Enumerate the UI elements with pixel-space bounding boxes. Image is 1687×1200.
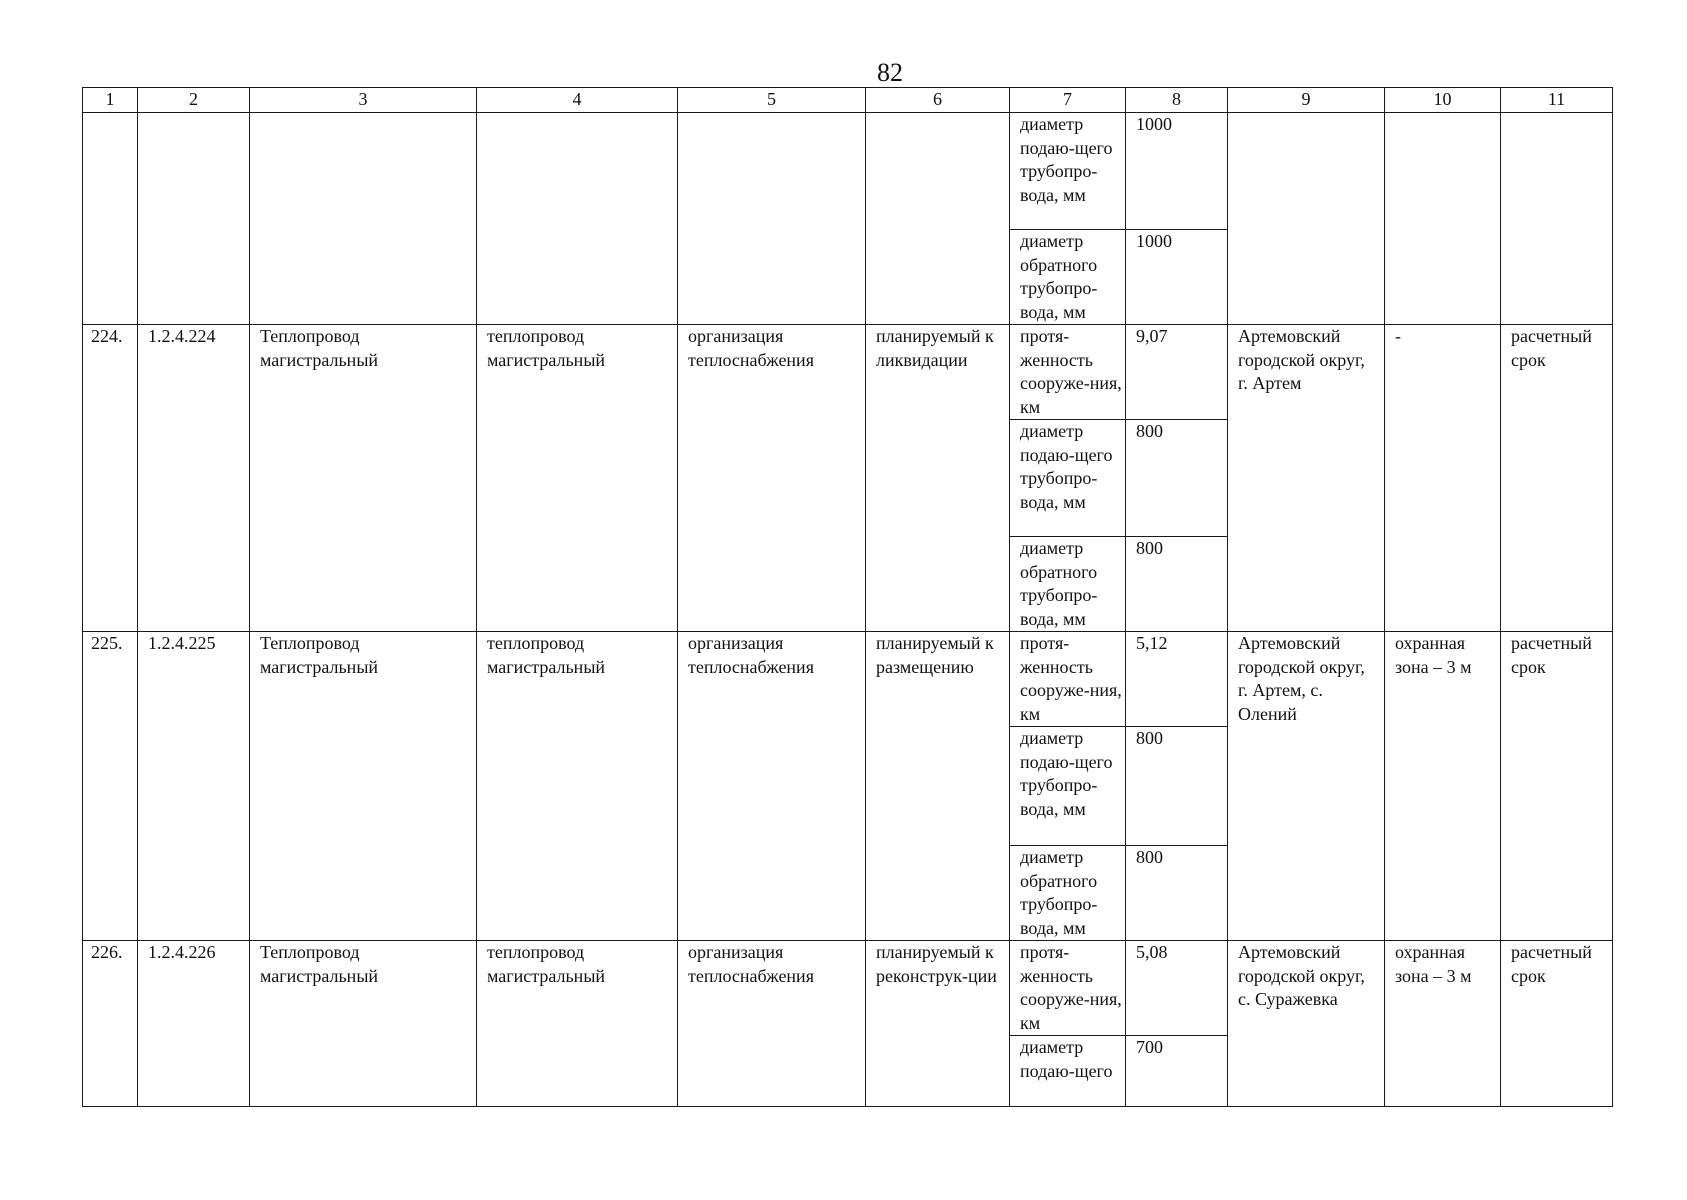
param-name: диаметр подаю-щего [1010, 1036, 1126, 1107]
object-status: планируемый к ликвидации [866, 325, 1010, 632]
empty-cell [250, 113, 477, 325]
param-value: 5,08 [1126, 941, 1228, 1036]
continued-row [83, 113, 1613, 230]
param-value: 800 [1126, 727, 1228, 846]
param-value: 800 [1126, 420, 1228, 537]
object-type: теплопровод магистральный [477, 325, 678, 632]
object-zone: - [1385, 325, 1501, 632]
object-term: расчетный срок [1501, 325, 1613, 632]
object-code: 1.2.4.225 [138, 632, 250, 941]
object-owner: организация теплоснабжения [678, 941, 866, 1107]
param-value: 1000 [1126, 230, 1228, 325]
column-number: 3 [250, 88, 477, 113]
object-type: теплопровод магистральный [477, 632, 678, 941]
param-value: 1000 [1126, 113, 1228, 230]
empty-cell [138, 113, 250, 325]
column-number: 5 [678, 88, 866, 113]
row-number: 224. [83, 325, 138, 632]
param-value: 800 [1126, 846, 1228, 941]
object-owner: организация теплоснабжения [678, 325, 866, 632]
column-number: 11 [1501, 88, 1613, 113]
object-term: расчетный срок [1501, 941, 1613, 1107]
column-number: 4 [477, 88, 678, 113]
param-name: протя-женность сооруже-ния, км [1010, 941, 1126, 1036]
object-zone: охранная зона – 3 м [1385, 632, 1501, 941]
object-name: Теплопровод магистральный [250, 632, 477, 941]
column-number: 1 [83, 88, 138, 113]
empty-cell [1501, 113, 1613, 325]
empty-cell [1228, 113, 1385, 325]
object-type: теплопровод магистральный [477, 941, 678, 1107]
param-name: диаметр подаю-щего трубопро-вода, мм [1010, 113, 1126, 230]
column-number: 2 [138, 88, 250, 113]
row-number: 226. [83, 941, 138, 1107]
param-name: протя-женность сооруже-ния, км [1010, 325, 1126, 420]
object-location: Артемовский городской округ, г. Артем, с. Олений [1228, 632, 1385, 941]
param-value: 9,07 [1126, 325, 1228, 420]
column-number-row [83, 88, 1613, 113]
object-zone: охранная зона – 3 м [1385, 941, 1501, 1107]
object-code: 1.2.4.224 [138, 325, 250, 632]
empty-cell [678, 113, 866, 325]
column-number: 9 [1228, 88, 1385, 113]
row-number: 225. [83, 632, 138, 941]
table-row [83, 325, 1613, 420]
object-owner: организация теплоснабжения [678, 632, 866, 941]
objects-table [82, 87, 1613, 1107]
object-code: 1.2.4.226 [138, 941, 250, 1107]
table-row [83, 941, 1613, 1036]
column-number: 7 [1010, 88, 1126, 113]
column-number: 6 [866, 88, 1010, 113]
object-status: планируемый к реконструк-ции [866, 941, 1010, 1107]
empty-cell [83, 113, 138, 325]
column-number: 10 [1385, 88, 1501, 113]
object-term: расчетный срок [1501, 632, 1613, 941]
column-number: 8 [1126, 88, 1228, 113]
param-name: диаметр подаю-щего трубопро-вода, мм [1010, 727, 1126, 846]
object-name: Теплопровод магистральный [250, 325, 477, 632]
param-name: диаметр обратного трубопро-вода, мм [1010, 846, 1126, 941]
param-value: 5,12 [1126, 632, 1228, 727]
param-name: диаметр подаю-щего трубопро-вода, мм [1010, 420, 1126, 537]
param-name: диаметр обратного трубопро-вода, мм [1010, 230, 1126, 325]
object-location: Артемовский городской округ, г. Артем [1228, 325, 1385, 632]
empty-cell [866, 113, 1010, 325]
param-value: 800 [1126, 537, 1228, 632]
object-name: Теплопровод магистральный [250, 941, 477, 1107]
table-row [83, 632, 1613, 727]
object-location: Артемовский городской округ, с. Суражевка [1228, 941, 1385, 1107]
param-value: 700 [1126, 1036, 1228, 1107]
page-number: 82 [877, 58, 903, 87]
object-status: планируемый к размещению [866, 632, 1010, 941]
empty-cell [1385, 113, 1501, 325]
empty-cell [477, 113, 678, 325]
param-name: диаметр обратного трубопро-вода, мм [1010, 537, 1126, 632]
param-name: протя-женность сооруже-ния, км [1010, 632, 1126, 727]
